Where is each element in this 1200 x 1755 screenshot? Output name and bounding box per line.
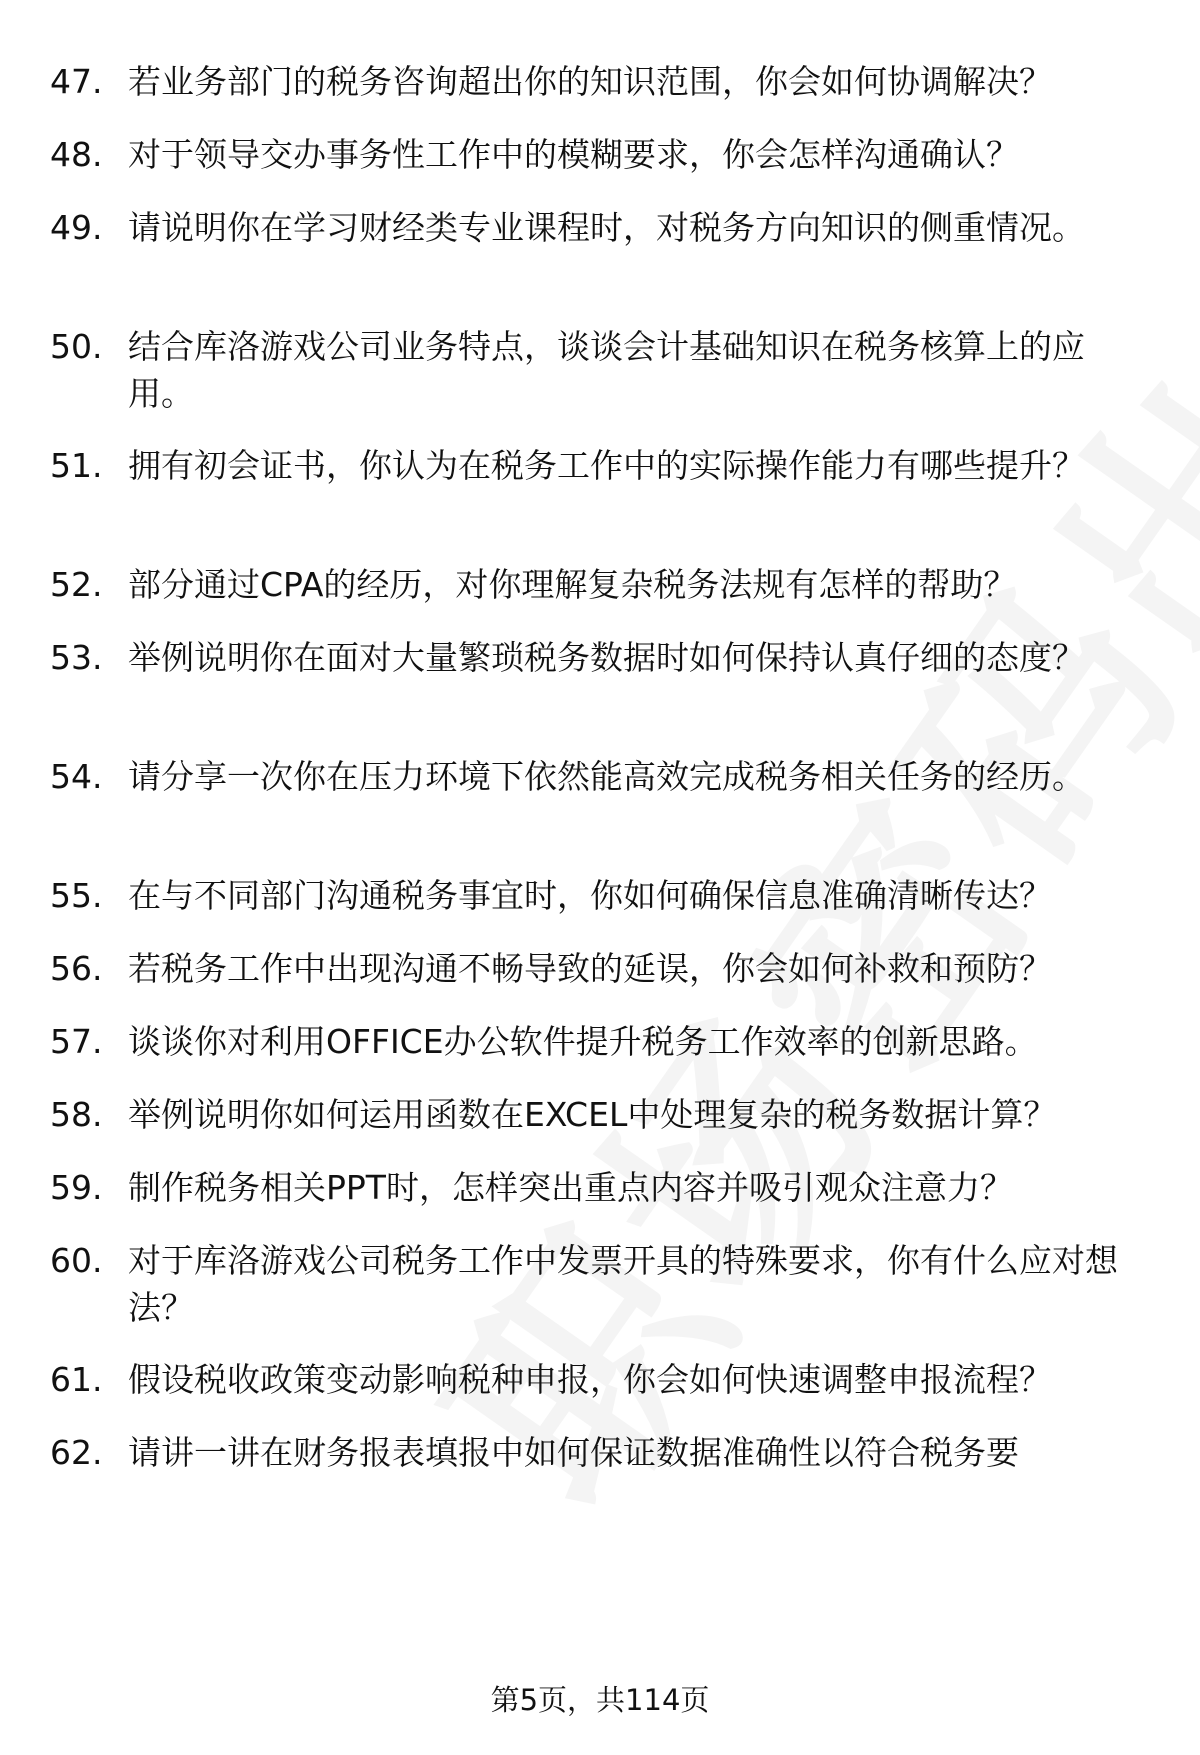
question-item bbox=[50, 1091, 1150, 1138]
question-text: 举例说明你在面对大量繁琐税务数据时如何保持认真仔细的态度？ bbox=[128, 638, 1085, 677]
question-number: 56. bbox=[50, 949, 103, 988]
question-number: 47. bbox=[50, 62, 103, 101]
question-item bbox=[50, 1018, 1150, 1065]
question-text: 若业务部门的税务咨询超出你的知识范围，你会如何协调解决？ bbox=[128, 62, 1052, 101]
question-text: 制作税务相关PPT时，怎样突出重点内容并吸引观众注意力？ bbox=[128, 1168, 1013, 1207]
question-item bbox=[50, 1356, 1150, 1403]
question-text: 谈谈你对利用OFFICE办公软件提升税务工作效率的创新思路。 bbox=[128, 1022, 1038, 1061]
watermark bbox=[355, 78, 1200, 1562]
question-item bbox=[50, 561, 1150, 608]
question-number: 53. bbox=[50, 638, 103, 677]
question-item bbox=[50, 753, 1150, 800]
question-item bbox=[50, 1164, 1150, 1211]
question-text: 请说明你在学习财经类专业课程时，对税务方向知识的侧重情况。 bbox=[128, 208, 1085, 247]
question-number: 58. bbox=[50, 1095, 103, 1134]
question-number: 49. bbox=[50, 208, 103, 247]
question-item bbox=[50, 1429, 1150, 1476]
question-text: 结合库洛游戏公司业务特点，谈谈会计基础知识在税务核算上的应用。 bbox=[128, 327, 1085, 413]
question-number: 55. bbox=[50, 876, 103, 915]
question-number: 51. bbox=[50, 446, 103, 485]
question-number: 57. bbox=[50, 1022, 103, 1061]
question-number: 61. bbox=[50, 1360, 103, 1399]
question-item bbox=[50, 204, 1150, 251]
page-footer: 第5页，共114页 bbox=[490, 1683, 710, 1717]
question-item bbox=[50, 323, 1150, 417]
question-item bbox=[50, 872, 1150, 919]
question-text: 对于领导交办事务性工作中的模糊要求，你会怎样沟通确认？ bbox=[128, 135, 1019, 174]
question-text: 在与不同部门沟通税务事宜时，你如何确保信息准确清晰传达？ bbox=[128, 876, 1052, 915]
question-number: 54. bbox=[50, 757, 103, 796]
question-text: 请讲一讲在财务报表填报中如何保证数据准确性以符合税务要 bbox=[128, 1433, 1019, 1472]
question-text: 部分通过CPA的经历，对你理解复杂税务法规有怎样的帮助？ bbox=[128, 565, 1017, 604]
question-text: 若税务工作中出现沟通不畅导致的延误，你会如何补救和预防？ bbox=[128, 949, 1052, 988]
question-number: 59. bbox=[50, 1168, 103, 1207]
question-item bbox=[50, 634, 1150, 681]
question-text: 拥有初会证书，你认为在税务工作中的实际操作能力有哪些提升？ bbox=[128, 446, 1085, 485]
question-number: 52. bbox=[50, 565, 103, 604]
question-text: 请分享一次你在压力环境下依然能高效完成税务相关任务的经历。 bbox=[128, 757, 1085, 796]
question-number: 48. bbox=[50, 135, 103, 174]
question-number: 50. bbox=[50, 327, 103, 366]
question-text: 假设税收政策变动影响税种申报，你会如何快速调整申报流程？ bbox=[128, 1360, 1052, 1399]
question-item bbox=[50, 58, 1150, 105]
question-number: 62. bbox=[50, 1433, 103, 1472]
question-text: 对于库洛游戏公司税务工作中发票开具的特殊要求，你有什么应对想法？ bbox=[128, 1241, 1118, 1327]
question-text: 举例说明你如何运用函数在EXCEL中处理复杂的税务数据计算？ bbox=[128, 1095, 1057, 1134]
question-number: 60. bbox=[50, 1241, 103, 1280]
question-item bbox=[50, 1237, 1150, 1331]
question-item bbox=[50, 131, 1150, 178]
question-item bbox=[50, 945, 1150, 992]
question-item bbox=[50, 442, 1150, 489]
